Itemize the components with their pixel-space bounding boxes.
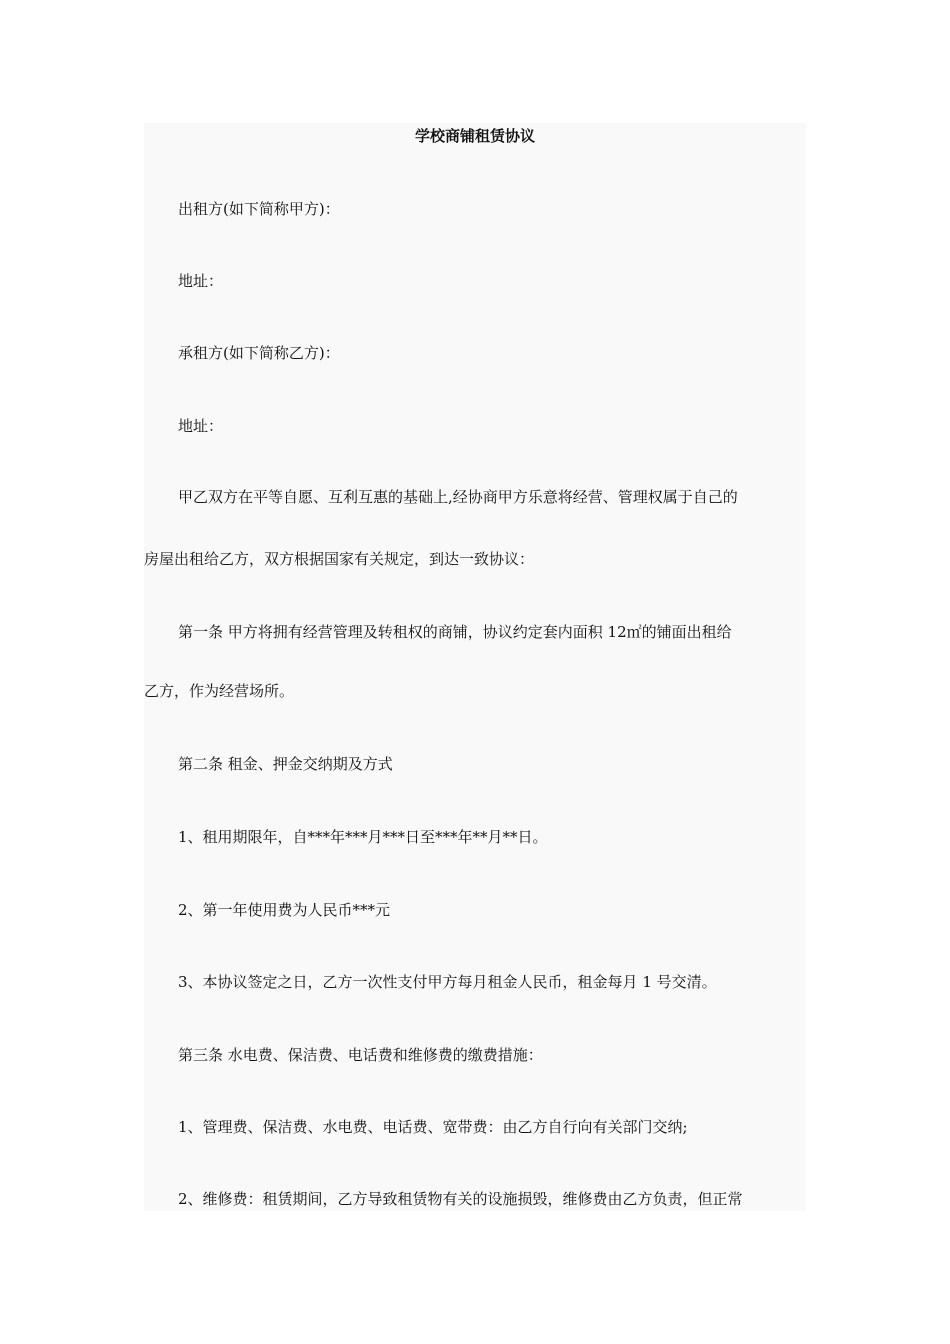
article-2-item-2: 2、第一年使用费为人民币***元 [178,901,391,919]
article-3-item-1: 1、管理费、保洁费、水电费、电话费、宽带费：由乙方自行向有关部门交纳; [178,1118,688,1136]
lessee-address-line: 地址： [178,417,224,435]
article-3-heading: 第三条 水电费、保洁费、电话费和维修费的缴费措施： [178,1046,543,1064]
lessor-line: 出租方(如下简称甲方)： [178,200,340,218]
lessor-address-line: 地址： [178,272,224,290]
article-2-item-1: 1、租用期限年，自***年***月***日至***年**月**日。 [178,828,548,846]
intro-paragraph-line-2: 房屋出租给乙方，双方根据国家有关规定，到达一致协议： [144,550,535,568]
article-1-line-1: 第一条 甲方将拥有经营管理及转租权的商铺，协议约定套内面积 12㎡的铺面出租给 [178,623,732,641]
intro-paragraph-line-1: 甲乙双方在平等自愿、互利互惠的基础上,经协商甲方乐意将经营、管理权属于自己的 [178,488,738,506]
document-title: 学校商铺租赁协议 [414,127,535,145]
article-2-heading: 第二条 租金、押金交纳期及方式 [178,755,393,773]
lessee-line: 承租方(如下简称乙方)： [178,344,340,362]
article-3-item-2: 2、维修费：租赁期间，乙方导致租赁物有关的设施损毁，维修费由乙方负责，但正常 [178,1190,743,1208]
article-1-line-2: 乙方，作为经营场所。 [144,682,295,700]
article-2-item-3: 3、本协议签定之日，乙方一次性支付甲方每月租金人民币，租金每月 1 号交清。 [178,973,717,991]
